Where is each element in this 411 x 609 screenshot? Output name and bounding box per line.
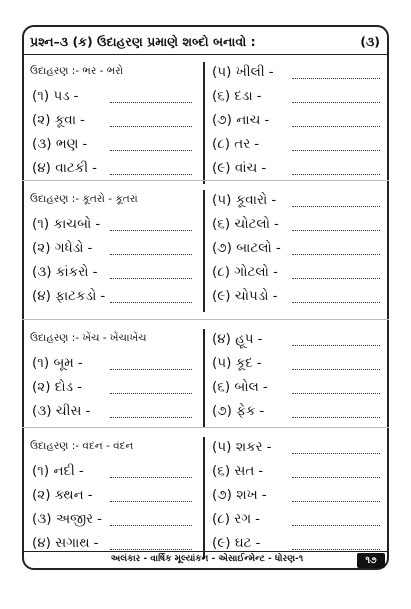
section-separator (22, 180, 389, 181)
exercise-item: (૧) બૂમ - (32, 355, 83, 371)
item-number: (૪) (32, 288, 51, 304)
item-word: ચોપડો (234, 288, 269, 304)
item-word: ચીસ (55, 403, 82, 419)
answer-blank[interactable] (292, 302, 380, 303)
section-separator (22, 319, 389, 320)
item-number: (૮) (212, 136, 230, 152)
item-number: (૧) (32, 216, 50, 232)
item-number: (૯) (212, 535, 231, 551)
item-word: બૂમ (53, 355, 74, 371)
page-number: ૧૭ (357, 553, 385, 568)
exercise-item: (૫) કૂવારો - (212, 192, 277, 208)
item-number: (૬) (212, 379, 231, 395)
example-text: ઉદાહરણ :- કૂતરો - કૂતરાં (30, 193, 138, 205)
answer-blank[interactable] (292, 453, 380, 454)
footer-divider (22, 551, 389, 552)
section-divider (203, 437, 205, 559)
item-number: (૬) (212, 216, 231, 232)
exercise-item: (૩) અજીર - (32, 511, 102, 527)
exercise-item: (૨) કૂવા - (32, 112, 85, 128)
item-word: દોડ (54, 379, 74, 395)
answer-blank[interactable] (292, 78, 380, 79)
item-word: દડા (234, 88, 253, 104)
exercise-item: (૭) ફેક - (212, 403, 265, 419)
exercise-item: (૧) નદી - (32, 463, 84, 479)
answer-blank[interactable] (110, 501, 192, 502)
question-marks: (૩) (360, 34, 380, 49)
item-number: (૨) (32, 379, 51, 395)
exercise-item: (૨) દોડ - (32, 379, 82, 395)
answer-blank[interactable] (292, 126, 380, 127)
item-word: ગોટલો (234, 264, 269, 280)
item-number: (૧) (32, 88, 50, 104)
answer-blank[interactable] (292, 417, 380, 418)
answer-blank[interactable] (292, 150, 380, 151)
answer-blank[interactable] (292, 345, 380, 346)
answer-blank[interactable] (110, 417, 192, 418)
exercise-item: (૬) ચોટલો - (212, 216, 279, 232)
item-number: (૮) (212, 511, 230, 527)
item-word: અજીર (55, 511, 94, 527)
answer-blank[interactable] (292, 206, 380, 207)
item-word: ગધેડો (54, 240, 84, 256)
item-number: (૩) (32, 511, 52, 527)
example-text: ઉદાહરણ :- ભર - ભરો (30, 65, 124, 77)
exercise-item: (૫) શકર - (212, 439, 272, 455)
item-word: હૂપ (235, 331, 254, 347)
item-word: બોલ (234, 379, 259, 395)
answer-blank[interactable] (110, 150, 192, 151)
item-number: (૫) (212, 355, 232, 371)
answer-blank[interactable] (292, 102, 380, 103)
answer-blank[interactable] (110, 174, 192, 175)
example-text: ઉદાહરણ :- વદન - વંદન (30, 440, 134, 452)
exercise-item: (૯) ચોપડો - (212, 288, 278, 304)
section-divider (203, 190, 205, 312)
exercise-item: (૮) ગોટલો - (212, 264, 278, 280)
item-number: (૨) (32, 487, 51, 503)
item-word: નદી (53, 463, 75, 479)
exercise-item: (૩) ભણ - (32, 136, 88, 152)
item-number: (૬) (212, 88, 231, 104)
item-word: ઘટ (234, 535, 252, 551)
item-word: કૂવા (54, 112, 77, 128)
item-word: કાંકરો (55, 264, 89, 280)
answer-blank[interactable] (292, 477, 380, 478)
item-number: (૯) (212, 288, 231, 304)
item-word: બાટલો (236, 240, 272, 256)
answer-blank[interactable] (110, 302, 192, 303)
question-title: પ્રશ્ન–૩ (ક) ઉદાહરણ પ્રમાણે શબ્દો બનાવો : (30, 34, 256, 49)
answer-blank[interactable] (292, 393, 380, 394)
answer-blank[interactable] (110, 278, 192, 279)
item-number: (૫) (212, 192, 232, 208)
answer-blank[interactable] (110, 126, 192, 127)
example-text: ઉદાહરણ :- ખેંચ - ખેંચાખેંચ (30, 332, 147, 344)
exercise-item: (૨) ગધેડો - (32, 240, 93, 256)
answer-blank[interactable] (110, 230, 192, 231)
exercise-item: (૫) કૂદ - (212, 355, 262, 371)
question-header (30, 34, 380, 50)
answer-blank[interactable] (292, 230, 380, 231)
item-word: ક્થન (54, 487, 84, 503)
footer-text: અલંકાર - વાર્ષિક મૂલ્યાંકન - એસાઈન્મેન્ટ - ધોરણ-૧ (110, 554, 304, 564)
section-divider (203, 329, 205, 427)
item-number: (૬) (212, 463, 231, 479)
item-word: ફાટકડો (55, 288, 97, 304)
answer-blank[interactable] (292, 369, 380, 370)
item-word: કાચબો (53, 216, 92, 232)
item-word: તર (234, 136, 251, 152)
header-divider (22, 54, 389, 55)
item-number: (૩) (32, 403, 52, 419)
item-number: (૪) (32, 535, 51, 551)
answer-blank[interactable] (292, 525, 380, 526)
answer-blank[interactable] (110, 525, 192, 526)
item-number: (૫) (212, 439, 232, 455)
answer-blank[interactable] (110, 102, 192, 103)
answer-blank[interactable] (292, 254, 380, 255)
item-number: (૩) (32, 264, 52, 280)
exercise-item: (૭) નાચ - (212, 112, 270, 128)
exercise-item: (૨) ક્થન - (32, 487, 93, 503)
exercise-item: (૬) દડા - (212, 88, 262, 104)
exercise-item: (૪) ફાટકડો - (32, 288, 106, 304)
exercise-item: (૧) કાચબો - (32, 216, 101, 232)
item-word: પડ (53, 88, 70, 104)
exercise-item: (૮) તર - (212, 136, 260, 152)
exercise-item: (૯) ઘટ - (212, 535, 261, 551)
item-word: શખ (236, 487, 258, 503)
item-word: સત (234, 463, 255, 479)
item-number: (૯) (212, 160, 231, 176)
item-word: રગ (234, 511, 252, 527)
item-word: વાટકી (55, 160, 89, 176)
item-word: નાચ (236, 112, 261, 128)
item-number: (૪) (32, 160, 51, 176)
exercise-item: (૬) સત - (212, 463, 264, 479)
answer-blank[interactable] (110, 393, 192, 394)
answer-blank[interactable] (110, 477, 192, 478)
exercise-item: (૫) ખીલી - (212, 64, 274, 80)
item-word: ફેક (236, 403, 256, 419)
item-number: (૭) (212, 112, 232, 128)
exercise-item: (૭) શખ - (212, 487, 267, 503)
item-word: વાંચ (234, 160, 258, 176)
answer-blank[interactable] (110, 369, 192, 370)
item-word: ચોટલો (234, 216, 271, 232)
item-number: (૮) (212, 264, 230, 280)
exercise-item: (૮) રગ - (212, 511, 260, 527)
answer-blank[interactable] (292, 501, 380, 502)
item-number: (૫) (212, 64, 232, 80)
item-number: (૧) (32, 355, 50, 371)
exercise-item: (૪) વાટકી - (32, 160, 98, 176)
item-word: ખીલી (235, 64, 265, 80)
answer-blank[interactable] (292, 174, 380, 175)
item-number: (૭) (212, 240, 232, 256)
exercise-item: (૪) સગાથ - (32, 535, 99, 551)
item-number: (૧) (32, 463, 50, 479)
footer (22, 551, 389, 570)
answer-blank[interactable] (292, 549, 380, 550)
exercise-item: (૩) ચીસ - (32, 403, 91, 419)
exercise-item: (૯) વાંચ - (212, 160, 267, 176)
item-number: (૨) (32, 112, 51, 128)
section-divider (203, 62, 205, 184)
item-number: (૪) (212, 331, 231, 347)
exercise-item: (૬) બોલ - (212, 379, 268, 395)
section-separator (22, 427, 389, 428)
exercise-item: (૭) બાટલો - (212, 240, 281, 256)
answer-blank[interactable] (292, 278, 380, 279)
item-number: (૩) (32, 136, 52, 152)
exercise-item: (૩) કાંકરો - (32, 264, 98, 280)
exercise-item: (૪) હૂપ - (212, 331, 263, 347)
answer-blank[interactable] (110, 549, 192, 550)
item-word: કૂદ (235, 355, 253, 371)
answer-blank[interactable] (110, 254, 192, 255)
item-word: ભણ (55, 136, 79, 152)
item-word: કૂવારો (235, 192, 268, 208)
item-word: શકર (235, 439, 263, 455)
item-word: સગાથ (55, 535, 90, 551)
item-number: (૭) (212, 403, 232, 419)
item-number: (૭) (212, 487, 232, 503)
item-number: (૨) (32, 240, 51, 256)
exercise-item: (૧) પડ - (32, 88, 79, 104)
